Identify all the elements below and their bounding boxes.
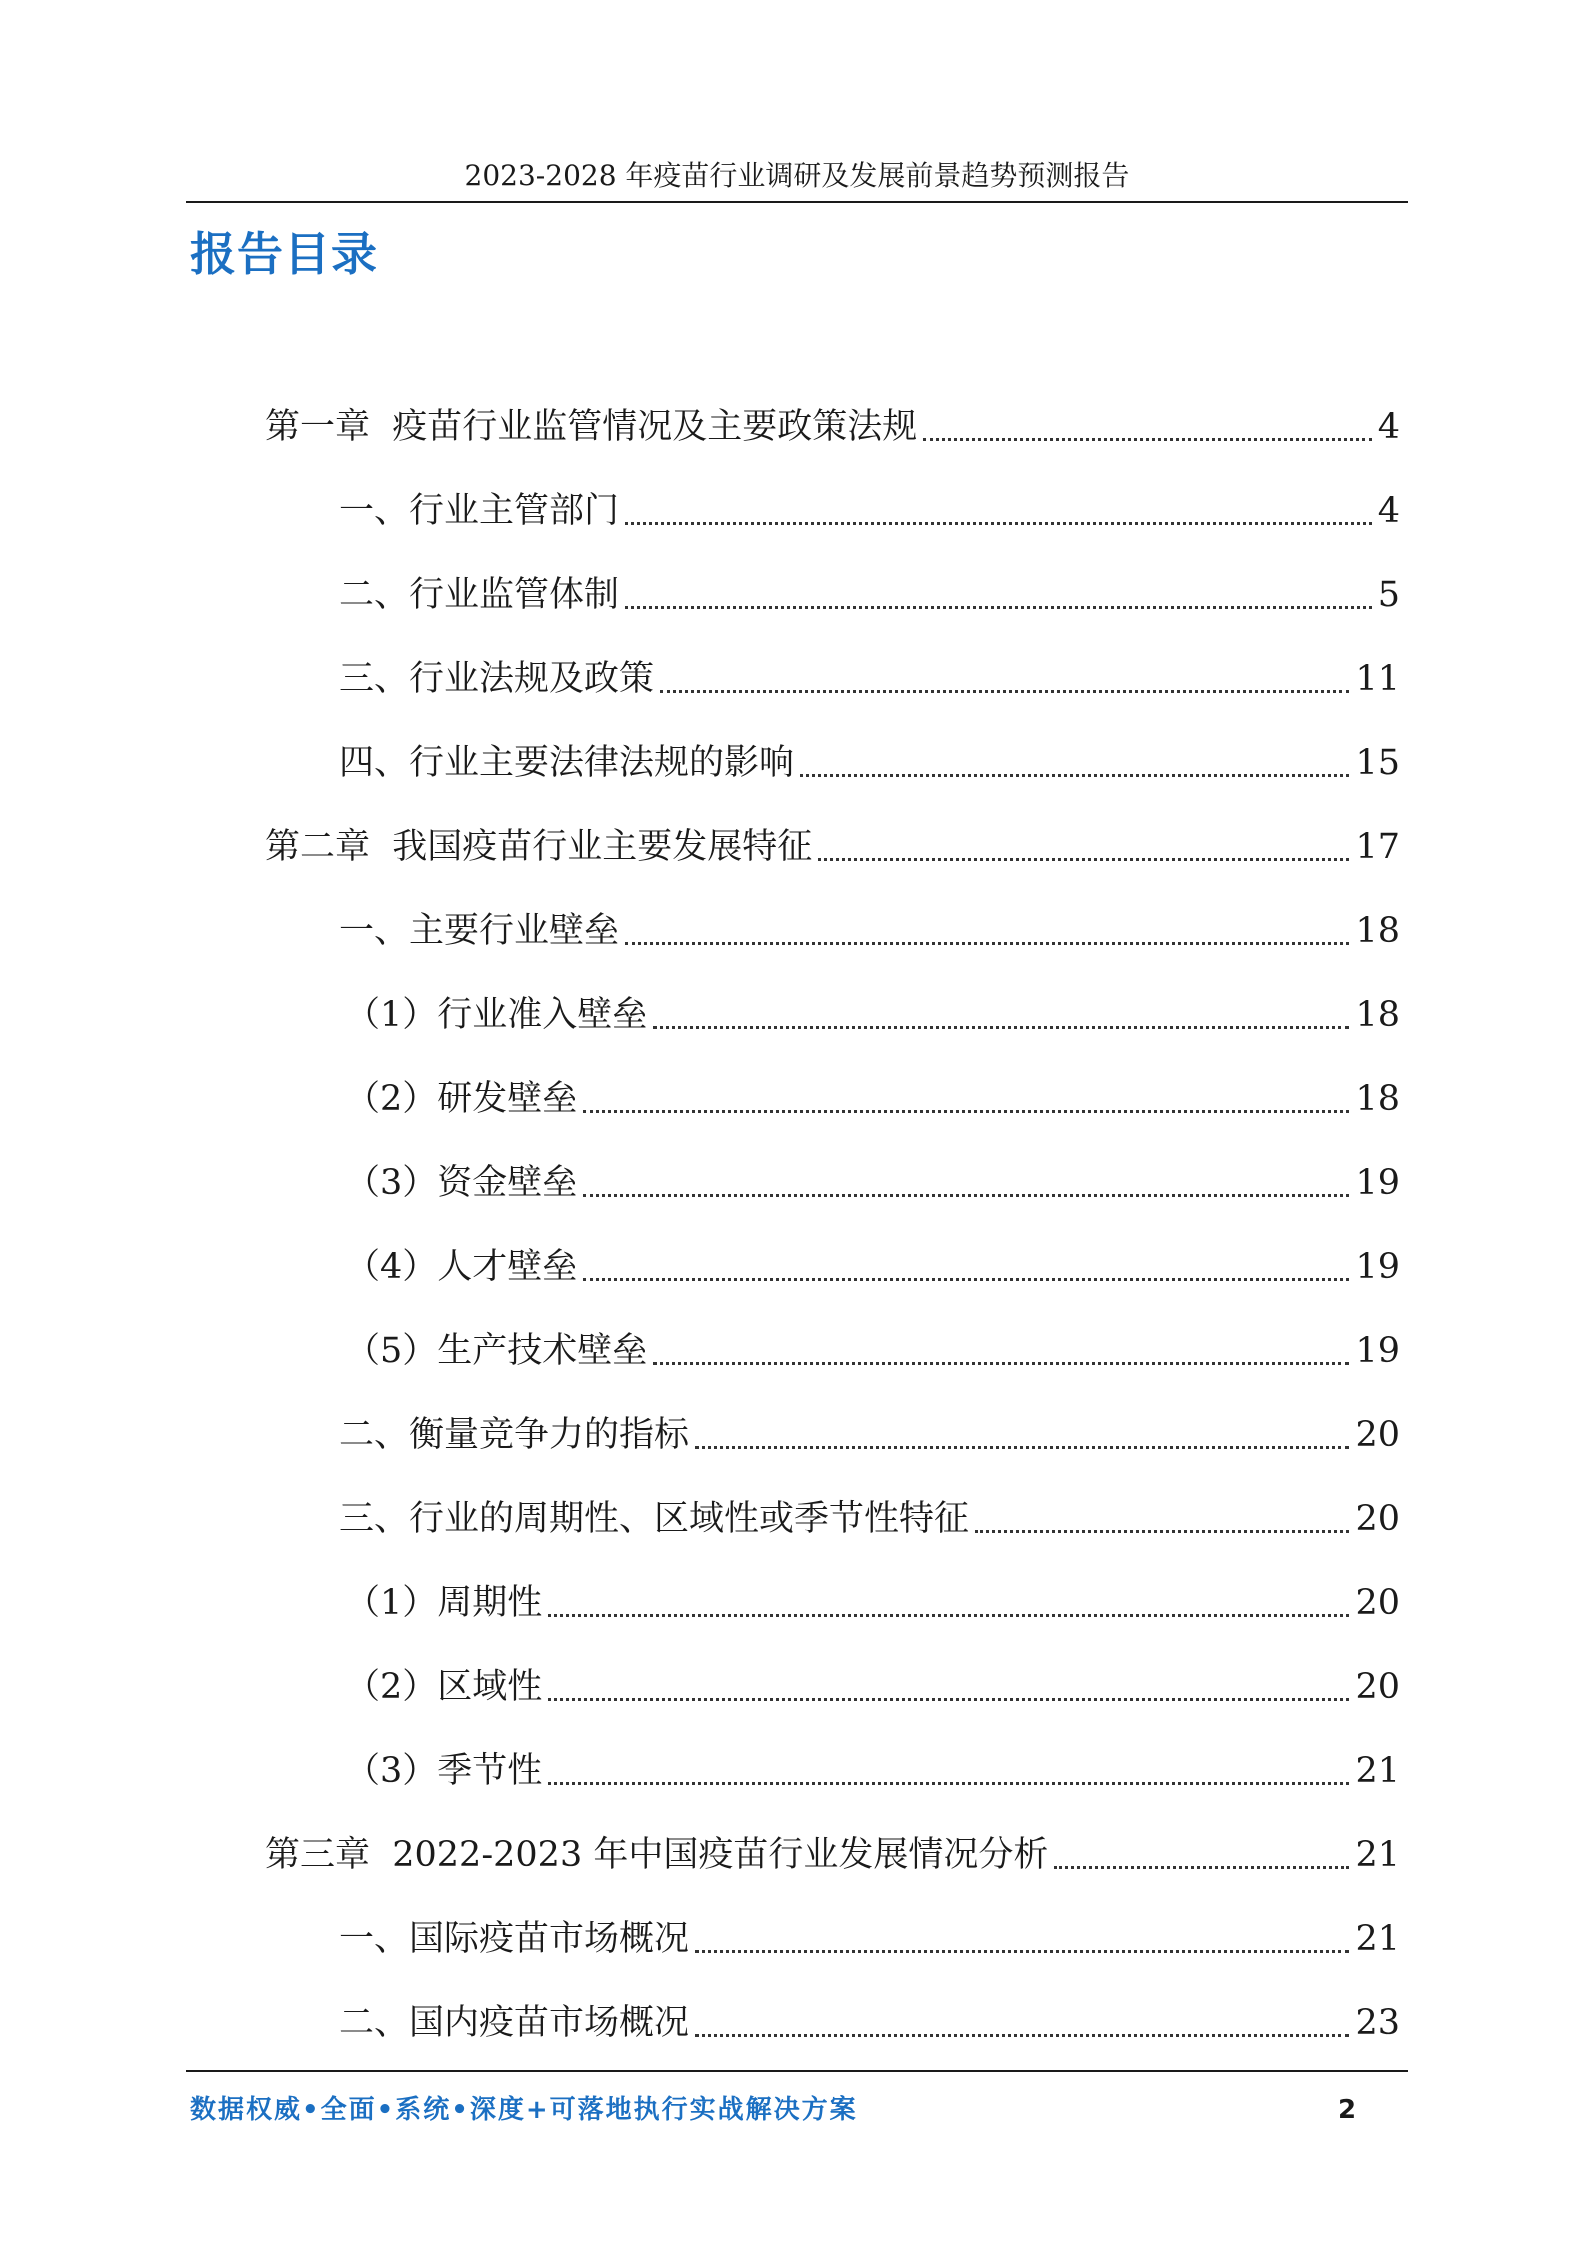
toc-entry-section[interactable] xyxy=(339,1496,1400,1542)
toc-entry-label: （1）行业准入壁垒 xyxy=(345,995,648,1035)
toc-entry-section[interactable] xyxy=(339,1916,1400,1962)
toc-entry-label: 第三章 2022-2023 年中国疫苗行业发展情况分析 xyxy=(265,1835,1049,1875)
toc-entry-label: （3）资金壁垒 xyxy=(345,1163,578,1203)
toc-entry-page: 21 xyxy=(1355,1751,1400,1791)
toc-entry-page: 15 xyxy=(1355,743,1400,783)
footer-slogan: 数据权威•全面•系统•深度+可落地执行实战解决方案 xyxy=(190,2095,858,2125)
toc-entry-label: 一、主要行业壁垒 xyxy=(339,911,620,951)
toc-entry-page: 20 xyxy=(1355,1667,1400,1707)
toc-entry-subsection[interactable] xyxy=(345,1328,1400,1374)
toc-entry-label: 三、行业法规及政策 xyxy=(339,659,655,699)
toc-entry-section[interactable] xyxy=(339,488,1400,534)
toc-entry-subsection[interactable] xyxy=(345,1748,1400,1794)
toc-entry-subsection[interactable] xyxy=(345,1160,1400,1206)
toc-entry-label: （1）周期性 xyxy=(345,1583,543,1623)
toc-entry-page: 18 xyxy=(1355,911,1400,951)
toc-entry-page: 4 xyxy=(1377,491,1400,531)
toc-leader-dots xyxy=(975,1530,1349,1533)
toc-entry-page: 11 xyxy=(1355,659,1400,699)
toc-entry-label: 二、衡量竞争力的指标 xyxy=(339,1415,690,1455)
toc-entry-label: （4）人才壁垒 xyxy=(345,1247,578,1287)
toc-entry-subsection[interactable] xyxy=(345,1664,1400,1710)
footer-divider xyxy=(186,2070,1408,2072)
toc-entry-subsection[interactable] xyxy=(345,1076,1400,1122)
toc-entry-page: 17 xyxy=(1355,827,1400,867)
toc-entry-chapter[interactable] xyxy=(265,404,1400,450)
toc-leader-dots xyxy=(625,522,1372,525)
toc-leader-dots xyxy=(583,1110,1349,1113)
toc-entry-label: 三、行业的周期性、区域性或季节性特征 xyxy=(339,1499,970,1539)
running-header-title: 2023-2028 年疫苗行业调研及发展前景趋势预测报告 xyxy=(464,159,1130,192)
toc-leader-dots xyxy=(695,1950,1349,1953)
toc-entry-label: 二、国内疫苗市场概况 xyxy=(339,2003,690,2043)
toc-leader-dots xyxy=(653,1026,1349,1029)
header-divider xyxy=(186,201,1408,203)
toc-entry-page: 20 xyxy=(1355,1499,1400,1539)
toc-entry-page: 19 xyxy=(1355,1331,1400,1371)
toc-entry-page: 20 xyxy=(1355,1583,1400,1623)
toc-entry-label: 一、国际疫苗市场概况 xyxy=(339,1919,690,1959)
toc-entry-section[interactable] xyxy=(339,740,1400,786)
toc-entry-subsection[interactable] xyxy=(345,992,1400,1038)
toc-entry-label: （3）季节性 xyxy=(345,1751,543,1791)
toc-entry-page: 18 xyxy=(1355,1079,1400,1119)
toc-leader-dots xyxy=(1054,1866,1349,1869)
toc-leader-dots xyxy=(625,606,1372,609)
toc-entry-section[interactable] xyxy=(339,908,1400,954)
toc-entry-page: 5 xyxy=(1377,575,1400,615)
toc-entry-label: （2）区域性 xyxy=(345,1667,543,1707)
toc-entry-page: 19 xyxy=(1355,1163,1400,1203)
toc-leader-dots xyxy=(548,1698,1349,1701)
toc-leader-dots xyxy=(800,774,1349,777)
toc-entry-page: 4 xyxy=(1377,407,1400,447)
toc-entry-label: 四、行业主要法律法规的影响 xyxy=(339,743,795,783)
toc-leader-dots xyxy=(625,942,1349,945)
toc-entry-page: 21 xyxy=(1355,1835,1400,1875)
toc-entry-label: 二、行业监管体制 xyxy=(339,575,620,615)
toc-entry-page: 23 xyxy=(1355,2003,1400,2043)
toc-leader-dots xyxy=(923,438,1371,441)
toc-leader-dots xyxy=(548,1782,1349,1785)
toc-leader-dots xyxy=(660,690,1349,693)
toc-leader-dots xyxy=(583,1278,1349,1281)
toc-entry-subsection[interactable] xyxy=(345,1580,1400,1626)
toc-entry-section[interactable] xyxy=(339,1412,1400,1458)
toc-entry-label: 第二章 我国疫苗行业主要发展特征 xyxy=(265,827,813,867)
toc-entry-chapter[interactable] xyxy=(265,824,1400,870)
toc-entry-page: 19 xyxy=(1355,1247,1400,1287)
page-title: 报告目录 xyxy=(190,227,378,281)
toc-entry-label: 一、行业主管部门 xyxy=(339,491,620,531)
toc-entry-page: 20 xyxy=(1355,1415,1400,1455)
toc-entry-label: （5）生产技术壁垒 xyxy=(345,1331,648,1371)
toc-entry-section[interactable] xyxy=(339,656,1400,702)
toc-entry-label: 第一章 疫苗行业监管情况及主要政策法规 xyxy=(265,407,918,447)
toc-entry-label: （2）研发壁垒 xyxy=(345,1079,578,1119)
toc-entry-page: 18 xyxy=(1355,995,1400,1035)
toc-entry-chapter[interactable] xyxy=(265,1832,1400,1878)
toc-entry-section[interactable] xyxy=(339,572,1400,618)
toc-leader-dots xyxy=(583,1194,1349,1197)
page-number: 2 xyxy=(1338,2095,1357,2125)
toc-leader-dots xyxy=(695,2034,1349,2037)
toc-leader-dots xyxy=(818,858,1349,861)
toc-entry-section[interactable] xyxy=(339,2000,1400,2046)
toc-entry-subsection[interactable] xyxy=(345,1244,1400,1290)
toc-leader-dots xyxy=(548,1614,1349,1617)
toc-leader-dots xyxy=(695,1446,1349,1449)
toc-leader-dots xyxy=(653,1362,1349,1365)
toc-entry-page: 21 xyxy=(1355,1919,1400,1959)
